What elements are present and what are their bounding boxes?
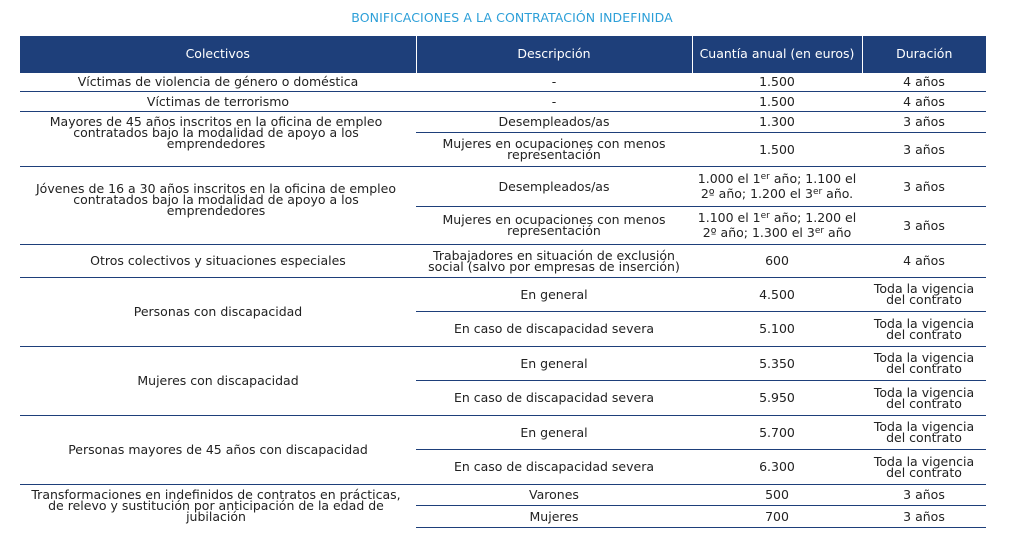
header-duracion: Duración — [862, 36, 986, 72]
cell-descripcion: Trabajadores en situación de exclusión social (salvo por empresas de inserción) — [416, 244, 692, 277]
cell-colectivo: Mayores de 45 años inscritos en la oficina de empleo contratados bajo la modalidad de apoyo a los emprendedores — [20, 111, 416, 166]
cell-cuantia: 1.500 — [692, 132, 862, 166]
cuantia-part: año. — [822, 186, 854, 201]
cell-duracion: Toda la vigencia del contrato — [862, 311, 986, 346]
table-row — [20, 111, 986, 132]
cuantia-part: año — [824, 225, 852, 240]
cell-colectivo: Transformaciones en indefinidos de contratos en prácticas, de relevo y sustitución por anticipación de la edad de jubilación — [20, 484, 416, 527]
table-row — [20, 277, 986, 311]
cell-descripcion: Varones — [416, 484, 692, 505]
cuantia-part: 1.100 el 1 — [697, 210, 761, 225]
cell-descripcion: Desempleados/as — [416, 111, 692, 132]
cell-cuantia: 700 — [692, 505, 862, 527]
cell-cuantia: 4.500 — [692, 277, 862, 311]
cell-descripcion: Desempleados/as — [416, 166, 692, 206]
cell-descripcion: En general — [416, 415, 692, 449]
header-row — [20, 36, 986, 72]
cell-descripcion: Mujeres en ocupaciones con menos representación — [416, 206, 692, 244]
cell-descripcion: Mujeres — [416, 505, 692, 527]
cell-duracion: 3 años — [862, 206, 986, 244]
cell-descripcion: En caso de discapacidad severa — [416, 311, 692, 346]
cell-cuantia: 5.700 — [692, 415, 862, 449]
cell-duracion: 4 años — [862, 72, 986, 91]
cell-duracion: 4 años — [862, 91, 986, 111]
cell-descripcion: - — [416, 91, 692, 111]
cell-duracion: 3 años — [862, 111, 986, 132]
cell-colectivo: Otros colectivos y situaciones especiales — [20, 244, 416, 277]
cell-duracion: 3 años — [862, 132, 986, 166]
header-colectivos: Colectivos — [20, 36, 416, 72]
cell-descripcion: Mujeres en ocupaciones con menos representación — [416, 132, 692, 166]
cell-cuantia: 5.100 — [692, 311, 862, 346]
cell-duracion: Toda la vigencia del contrato — [862, 380, 986, 415]
cell-duracion: 3 años — [862, 505, 986, 527]
superscript: er — [760, 211, 770, 221]
cell-cuantia: 600 — [692, 244, 862, 277]
cell-colectivo: Víctimas de violencia de género o doméstica — [20, 72, 416, 91]
table-row — [20, 484, 986, 505]
cell-cuantia: 500 — [692, 484, 862, 505]
cell-descripcion: En caso de discapacidad severa — [416, 449, 692, 484]
cell-descripcion: - — [416, 72, 692, 91]
cell-duracion: Toda la vigencia del contrato — [862, 277, 986, 311]
superscript: er — [812, 187, 823, 197]
cell-descripcion: En general — [416, 277, 692, 311]
cell-colectivo: Personas mayores de 45 años con discapacidad — [20, 415, 416, 484]
table-title: BONIFICACIONES A LA CONTRATACIÓN INDEFINIDA — [351, 10, 673, 25]
cuantia-part: año; 1.100 el 2º año; 1.200 el 3 — [700, 171, 857, 201]
cell-descripcion: En general — [416, 346, 692, 380]
cell-duracion: 3 años — [862, 484, 986, 505]
cell-cuantia — [692, 166, 862, 206]
cuantia-part: 1.000 el 1 — [697, 171, 761, 186]
table-row — [20, 415, 986, 449]
cell-cuantia: 6.300 — [692, 449, 862, 484]
table-row — [20, 244, 986, 277]
cell-colectivo: Mujeres con discapacidad — [20, 346, 416, 415]
header-cuantia: Cuantía anual (en euros) — [692, 36, 862, 72]
cell-duracion: Toda la vigencia del contrato — [862, 449, 986, 484]
cell-descripcion: En caso de discapacidad severa — [416, 380, 692, 415]
cell-cuantia: 5.350 — [692, 346, 862, 380]
cell-cuantia: 1.500 — [692, 72, 862, 91]
bonificaciones-table — [20, 36, 986, 528]
table-row — [20, 72, 986, 91]
cell-duracion: Toda la vigencia del contrato — [862, 415, 986, 449]
cell-colectivo: Víctimas de terrorismo — [20, 91, 416, 111]
cell-cuantia — [692, 206, 862, 244]
cell-colectivo: Jóvenes de 16 a 30 años inscritos en la oficina de empleo contratados bajo la modalidad de apoyo a los emprendedores — [20, 166, 416, 244]
cell-duracion: Toda la vigencia del contrato — [862, 346, 986, 380]
header-descripcion: Descripción — [416, 36, 692, 72]
cell-duracion: 4 años — [862, 244, 986, 277]
cell-cuantia: 1.300 — [692, 111, 862, 132]
cell-cuantia: 5.950 — [692, 380, 862, 415]
superscript: er — [760, 172, 770, 182]
table-row — [20, 166, 986, 206]
table-row — [20, 346, 986, 380]
cuantia-part: año; 1.200 el 2º año; 1.300 el 3 — [702, 210, 857, 240]
cell-colectivo: Personas con discapacidad — [20, 277, 416, 346]
table-row — [20, 91, 986, 111]
cell-cuantia: 1.500 — [692, 91, 862, 111]
cell-duracion: 3 años — [862, 166, 986, 206]
superscript: er — [814, 226, 825, 236]
